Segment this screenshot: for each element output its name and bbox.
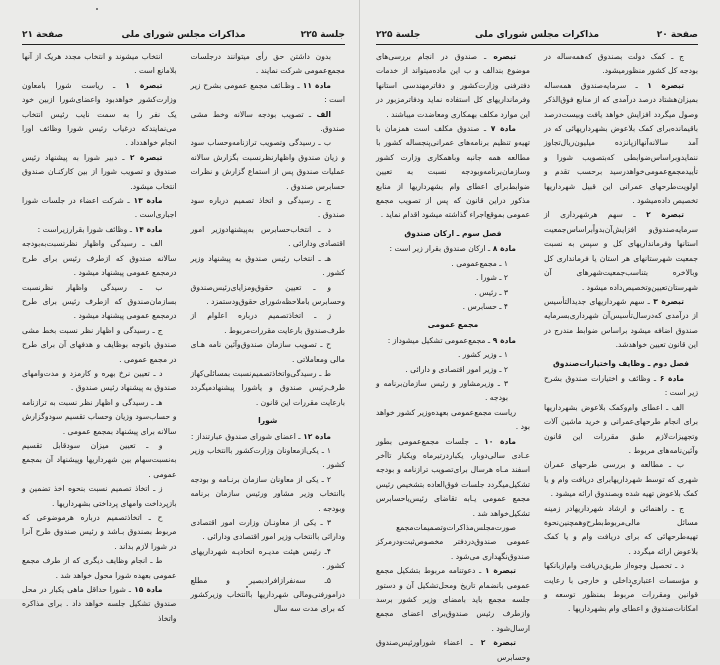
text-column-right xyxy=(544,50,698,614)
article-label: مادة ۱۱ xyxy=(299,80,331,90)
paragraph-text: ـ ارکان صندوق بقرار زیر است : xyxy=(389,244,491,254)
paragraph xyxy=(191,281,346,310)
paragraph-text: ز ـ اتخاذ تصمیم نسبت بنحوه اخذ تضمین و بازپرداخت وامهای پرداختی بشهرداریها . xyxy=(22,484,177,508)
list-item: ۳ ـ وزیرمشاور و رئیس سازمان‌برنامه و بودجه . xyxy=(376,378,508,403)
paragraph-text: ب ـ رسیدگی وتصویب ترازنامه‌وحساب سود و زیان صندوق واظهارنظرنسبت بگزارش سالانه عملیات صندوق پس از استماع گزارش و نظرات حسابرس صندوق . xyxy=(190,138,345,191)
page-number: صفحة ۲۰ xyxy=(656,30,698,40)
paragraph xyxy=(191,194,346,223)
paragraph-text: ۲ ـ یکی از معاونان سازمان برنـامه و بودجه باانتخاب وزیر مشاور ورئیس سازمان برنامه وبودجه . xyxy=(190,474,345,513)
paragraph-text: ـ سهم هرشهرداری از سرمایه‌صندوق‌و افزایش‌آن‌بدواًبراساس‌جمعیت استانها وفرمانداریهای کل و سپس به نسبت جمعیت شهرستانهای هر استان یا فرمانداری کل وبالاخره بتناسب‌جمعیت‌شهرهای آن شهرستان‌تعیین‌وتخصیص‌داده میشود . xyxy=(544,210,698,292)
article-label: تبصرة ۲ xyxy=(472,638,516,648)
paragraph xyxy=(22,237,177,280)
paragraph-text: انتخاب میشوند و انتخاب مجدد هریک از آنها بلامانع است . xyxy=(22,52,177,76)
paragraph xyxy=(22,50,177,79)
scan-speck xyxy=(630,585,632,587)
paragraph xyxy=(191,309,346,338)
paragraph-text: و ـ تعیین حقوق‌ومزایای‌رئیس‌صندوق وحسابرس باملاحظه‌شورای حقوق‌ودستمزد . xyxy=(190,282,345,306)
article-label: مادة ۱۲ xyxy=(300,431,331,441)
scan-speck xyxy=(246,586,248,588)
paragraph xyxy=(376,406,530,435)
paragraph-text: ح ـ تصویب سازمان صندوق‌وآئین نامه هـای مالی ومعاملاتی . xyxy=(190,340,345,364)
text-column-left xyxy=(22,50,177,623)
paragraph-text: ـ وظائف و اختیارات صندوق بشرح زیر است : xyxy=(544,373,698,398)
section-heading: شورا xyxy=(258,416,278,426)
paragraph-text: ـ اعضای شورای صندوق عبارتنداز : xyxy=(190,431,301,441)
paragraph xyxy=(22,439,177,482)
article-label: مادة ۱۵ xyxy=(130,585,163,595)
paragraph-text: ۳ ـ یکی از معاونـان وزارت امور اقتصادی ودارائی باانتخاب وزیر امور اقتصادی ودارائی . xyxy=(190,518,345,542)
section-heading: مجمع عمومی xyxy=(427,320,479,330)
paragraph xyxy=(376,521,530,564)
paragraph-text: ـ وظائف شورا بقرارزیراست : xyxy=(37,224,132,234)
paragraph xyxy=(544,208,698,294)
running-title: مذاکرات مجلس شورای ملی xyxy=(121,30,246,40)
paragraph-text: ـ اعضاء شوراورئیس‌صندوق وحسابرس xyxy=(376,638,530,662)
paragraph-text: الف ـ اعطای وام‌وکمک بلاعوض بشهرداریها برای انجام طرحهای‌عمرانی و خرید ماشین آلات وتجهیزات‌لازم طبق مقررات این قانون وآئین‌نامه‌های مربوط . xyxy=(544,402,698,455)
paragraph-text: و ـ تعیین میزان سودقابل تقسیم به‌نسبت‌سهام بین شهرداریها وپیشنهاد آن بمجمع عمومی . xyxy=(22,440,177,479)
paragraph-text: ح ـ اتخاذتصمیم درباره هرموضوعی که مربوط بصندوق بـاشد و رئیس صندوق طرح آنرا در شورا لازم بداند . xyxy=(22,513,177,551)
paragraph-text: ـ جلسات مجمع‌عمومی بطور عـادی سالی‌دوبار، یکبار‌درتیرماه ویکبار تاآخر اسفند مـاه هرسال برای‌تصویب ترازنامه و بودجه تشکیل‌میگردد جلسات فوق‌العاده بتشخیص رئیس مجمع عمومی یـابه تقاضای رئیس‌یاحسابرس تشکیل‌خواهد شد . xyxy=(376,436,530,518)
paragraph xyxy=(376,242,530,256)
article-label: مادة ۶ xyxy=(656,373,684,383)
article-label: مادة ۹ xyxy=(490,335,516,345)
article-label: مادة ۱۰ xyxy=(477,436,516,446)
text-columns xyxy=(376,50,698,662)
paragraph xyxy=(191,108,346,137)
paragraph-text: ـ صندوق مکلف است همزمان با تهیه‌و تنظیم برنامه‌های عمرانی‌پنجساله کشور با مطالعه همه جانبه وباهمکاری وزارت کشور وسازمان‌برنامه‌وبودجه نسبت به تعیین ضوابط‌برای اعطای وام بشهرداریها از منابع مذکور دراین قانون که پس از تصویب مجمع عمومی بموقع‌اجراء گذاشته میشود اقدام نماید . xyxy=(376,124,530,220)
paragraph xyxy=(376,636,530,665)
article-label: تبصرة ۱ xyxy=(115,80,163,90)
list-item: ۲ ـ وزیر امور اقتصادی و دارائی . xyxy=(405,364,508,374)
paragraph xyxy=(191,516,346,545)
paragraph xyxy=(191,473,346,516)
paragraph-text: ـ تصویب بودجه سالانه وخط مشی صندوق. xyxy=(190,109,345,134)
text-column-right xyxy=(190,50,346,614)
paragraph xyxy=(22,223,177,237)
paragraph xyxy=(22,194,177,223)
article-label: مادة ۱۴ xyxy=(131,224,163,234)
paragraph-text: د ـ تحصیل وجوه‌از طریق‌دریافت وام‌ازبانکها و مؤسسات اعتباری‌داخلی و خارجی با رعایت قوانین ومقررات مربوط بمنظور توسعه و امکانات‌صندوق و اعطای وام بشهرداریها . xyxy=(544,561,698,614)
paragraph xyxy=(22,281,177,324)
paragraph-text: صورت‌مجلس‌مذاکرات‌وتصمیمات‌مجمع عمومی صندوق‌دردفتر مخصوص‌ثبت‌ودرمرکز صندوق‌نگهداری می‌شود . xyxy=(376,523,530,561)
paragraph-text: هـ ـ رسیدگی و اظهار نظر نسبت به ترازنامه و حساب‌سود وزیان وحساب تقسیم سودوگزارش سالانه برای پیشنهاد بمجمع عمومی . xyxy=(22,397,177,436)
paragraph-text: ریاست مجمع‌عمومی بعهده‌وزیر کشور خواهد بود . xyxy=(376,407,530,432)
paragraph-text: ـ ریاست شورا بامعاون وزارت‌کشور خواهدبود واعضای‌شورا ازبین خود یک نفر را به سمت نایب رئیس انتخاب می‌نمایندکه درغیاب رئیس شورا وظائف اورا انجام خواهدداد . xyxy=(22,80,177,148)
paragraph-text: ط ـ رسیدگی‌واتخاذتصمیم‌نسبت بمسائلی‌کهاز طرف‌رئیس صندوق و یاشورا پیشنهادمیگردد بارعایت مقررات این قانون . xyxy=(190,368,345,407)
paragraph-text: د ـ انتخاب‌حسابرس به‌پیشنهادوزیر امور اقتصادی ودارائی . xyxy=(190,224,345,249)
list-item: ۳ ـ رئیس . xyxy=(474,287,508,297)
paragraph xyxy=(191,252,346,281)
paragraph-text: د ـ تعیین نرخ بهره و کارمزد و مدت‌وامهای صندوق به پیشنهاد رئیس صندوق . xyxy=(22,368,177,393)
paragraph xyxy=(544,559,698,617)
text-columns xyxy=(22,50,345,623)
session-number: جلسة ۲۲۵ xyxy=(300,30,345,40)
paragraph-text: ب ـ رسیدگی واظهار نظرنسبت بسازمان‌صندوق که ازطرف رئیس برای طرح درمجمع عمومی پیشنهاد میشود . xyxy=(22,282,177,321)
paragraph xyxy=(544,295,698,353)
paragraph xyxy=(191,50,346,79)
article-label: تبصرة ۱ xyxy=(637,80,684,90)
list-item: ۴ ـ حسابرس . xyxy=(462,301,508,311)
section-heading: فصل دوم ـ وظایف واختیارات‌صندوق xyxy=(553,358,689,368)
paragraph xyxy=(544,50,698,79)
paragraph xyxy=(22,554,177,583)
paragraph xyxy=(22,151,177,194)
paragraph xyxy=(376,334,530,348)
paragraph xyxy=(22,482,177,511)
paragraph-text: ج ـ راهنمائی و ارشاد شهرداریهادر زمینه مسائل مالی‌مربوط‌بطرح‌وهمچنین‌نحوة تهیه‌طرحهائی که برای دریافت وام و یا کمک بلاعوض ارائه میگردد . xyxy=(544,503,698,556)
article-label: تبصرة ۲ xyxy=(124,152,163,162)
text-column-left xyxy=(376,50,530,662)
paragraph xyxy=(191,79,346,108)
paragraph xyxy=(544,458,698,501)
paragraph-text: ـ دعوتنامه مربوط بتشکیل مجمع عمومی بانضمام تاریخ ومحل‌تشکیل آن و دستور جلسه مجمع باید بامضای وزیر کشور برسد وازطرف رئیس صندوق‌برای اعضای مجمع ارسال‌شود . xyxy=(376,566,530,633)
paragraph-text: ج ـ کمک دولت بصندوق که‌همه‌ساله در بودجه کل کشور منظورمیشود. xyxy=(544,52,698,76)
paragraph-text: ۴ـ رئیس هیئت مدیـره اتحادیـه شهرداریهای کشور . xyxy=(190,546,345,571)
page-header xyxy=(376,30,698,45)
section-heading: فصل سوم ـ ارکان صندوق xyxy=(404,228,502,238)
paragraph xyxy=(191,545,346,574)
paragraph-text: ـ سرمایه‌صندوق همه‌ساله بمیزان‌هشتاد درصد درآمدی که از منابع فوق‌الذکر وصول میگردد افزایش خواهد یافت وبیست‌درصد باقیمانده‌برای کمک بلاعوض بشهرداریهائی که در آمد سالانه‌آنهاازپانزده میلیون‌ریال‌تجاوز ننمایدوبراساس‌ضوابطی که‌بتصویب شورا و تأییدمجمع‌عمومی‌خواهدرسید برحسب تقدم و اولویت‌طرحهای عمرانی این قبیل شهرداریها تخصیص داده‌میشود . xyxy=(544,80,698,206)
paragraph-text: ب ـ مطالعه و بررسی طرحهای عمران شهری که توسط شهرداریهابرای دریافت وام و یا کمک بلاعوض تهیه شده وبصندوق ارائه میشود . xyxy=(544,460,698,499)
article-label: تبصرة ۲ xyxy=(635,210,684,220)
paragraph-text: ـ صندوق در انجام بررسی‌های موضوع بندالف و ب این ماده‌میتواند از خدمات دفترفنی وزارت‌کشور و دفاترمهندسی استانها وفرمانداریهای کل استفاده نماید ودفاترمزبور در این موارد مکلف بهمکاری ومعاضدت میباشند . xyxy=(376,52,530,119)
paragraph-text: ـ شورا حداقل ماهی یکبار در محل صندوق تشکیل جلسه خواهد داد . برای مذاکره واتخاذ xyxy=(22,585,177,623)
paragraph-text: ـ شرکت اعضاء در جلسات شورا اجباری‌است . xyxy=(22,196,177,220)
paragraph xyxy=(376,564,530,636)
article-label: الف xyxy=(311,109,331,119)
paragraph xyxy=(544,79,698,209)
paragraph xyxy=(22,511,177,554)
list-item: ۱ ـ وزیر کشور . xyxy=(457,350,508,360)
paragraph xyxy=(191,367,346,410)
paragraph xyxy=(191,338,346,367)
running-title: مذاکرات مجلس شورای ملی xyxy=(474,30,600,40)
paragraph xyxy=(191,136,346,194)
article-label: تبصرة ۳ xyxy=(649,296,684,306)
paragraph xyxy=(22,583,177,626)
article-label: مادة ۷ xyxy=(486,124,516,134)
paragraph xyxy=(544,372,698,401)
article-label: مادة ۸ xyxy=(490,244,516,254)
page-20 xyxy=(360,0,720,662)
paragraph-text: ـ سهم شهرداریهای جدیدالتأسیس از درآمدی که‌درسال‌تأسیس‌آن شهرداری‌بسرمایه صندوق اضافه میشود براساس ضوابط مندرج در این قانون تعیین خواهدشد. xyxy=(544,296,698,350)
paragraph-text: الف ـ رسیدگی واظهار نظرنسبت‌به‌بودجه سالانه صندوق که ازطرف رئیس برای طرح درمجمع عمومی پیشنهاد میشود . xyxy=(22,239,177,278)
paragraph-text: ـ وظـائف مجمع عمومی بشرح زیر است : xyxy=(190,80,345,105)
paragraph xyxy=(544,401,698,459)
paragraph xyxy=(22,367,177,396)
paragraph-text: ز ـ اتخاذتصمیم درباره اعلوام از طرف‌صندوق بارعایت مقررات‌مربوط . xyxy=(190,311,345,335)
paragraph xyxy=(191,574,346,617)
article-label: تبصرة ۱ xyxy=(481,566,516,576)
paragraph xyxy=(22,324,177,367)
paragraph-text: ۵ـ سه‌نفرازافرادبصیر و مطلع درامورفنی‌ومالی شهرداریها باانتخاب وزیرکشور که برای مدت سه سال xyxy=(190,575,345,614)
paragraph-text: هـ ـ انتخاب رئیس صندوق به پیشنهاد وزیر کشور . xyxy=(190,253,345,278)
page-number: صفحة ۲۱ xyxy=(22,30,64,40)
paragraph xyxy=(376,50,530,122)
paragraph-text: ج ـ رسیدگی و اظهار نظر نسبت بخط مشی صندوق باتوجه بوظایف و هدفهای آن برای طرح در مجمع عمومی . xyxy=(22,325,177,364)
paragraph-text: ـ دبیر شورا به پیشنهاد رئیس صندوق و تصویب شورا از بین کارکنـان صندوق انتخاب میشود. xyxy=(22,152,177,191)
article-label: مادة ۱۳ xyxy=(129,196,163,206)
paragraph-text: ۱ ـ یکی‌ازمعاونان وزارت‌کشور باانتخاب وزیر کشور . xyxy=(190,445,345,470)
list-item: ۲ ـ شورا . xyxy=(475,273,508,283)
paragraph-text: ط ـ انجام وظایف دیگری که از طرف مجمع عمومی بعهده شورا محول خواهد شد . xyxy=(22,556,177,580)
session-number: جلسة ۲۲۵ xyxy=(376,30,421,40)
paragraph xyxy=(544,502,698,560)
paragraph-text: ـ مجمع‌عمومی تشکیل میشوداز : xyxy=(387,335,491,345)
paragraph xyxy=(191,430,346,444)
paragraph-text: ج ـ رسیدگی و اتخاذ تصمیم درباره سود صندوق . xyxy=(190,196,345,220)
list-item: ۱ ـ مجمع‌عمومی . xyxy=(451,258,508,268)
paragraph xyxy=(22,396,177,439)
paragraph xyxy=(191,444,346,473)
paragraph xyxy=(22,79,177,151)
paragraph xyxy=(376,435,530,521)
scan-speck xyxy=(96,8,98,10)
article-label: تبصره xyxy=(486,52,516,61)
page-header xyxy=(22,30,345,45)
page-21 xyxy=(0,0,360,623)
paragraph xyxy=(376,122,530,223)
paragraph-text: بدون داشتن حق رأی میتوانند درجلسات مجمع‌عمومی شرکت نمایند . xyxy=(190,52,345,76)
paragraph xyxy=(191,223,346,252)
